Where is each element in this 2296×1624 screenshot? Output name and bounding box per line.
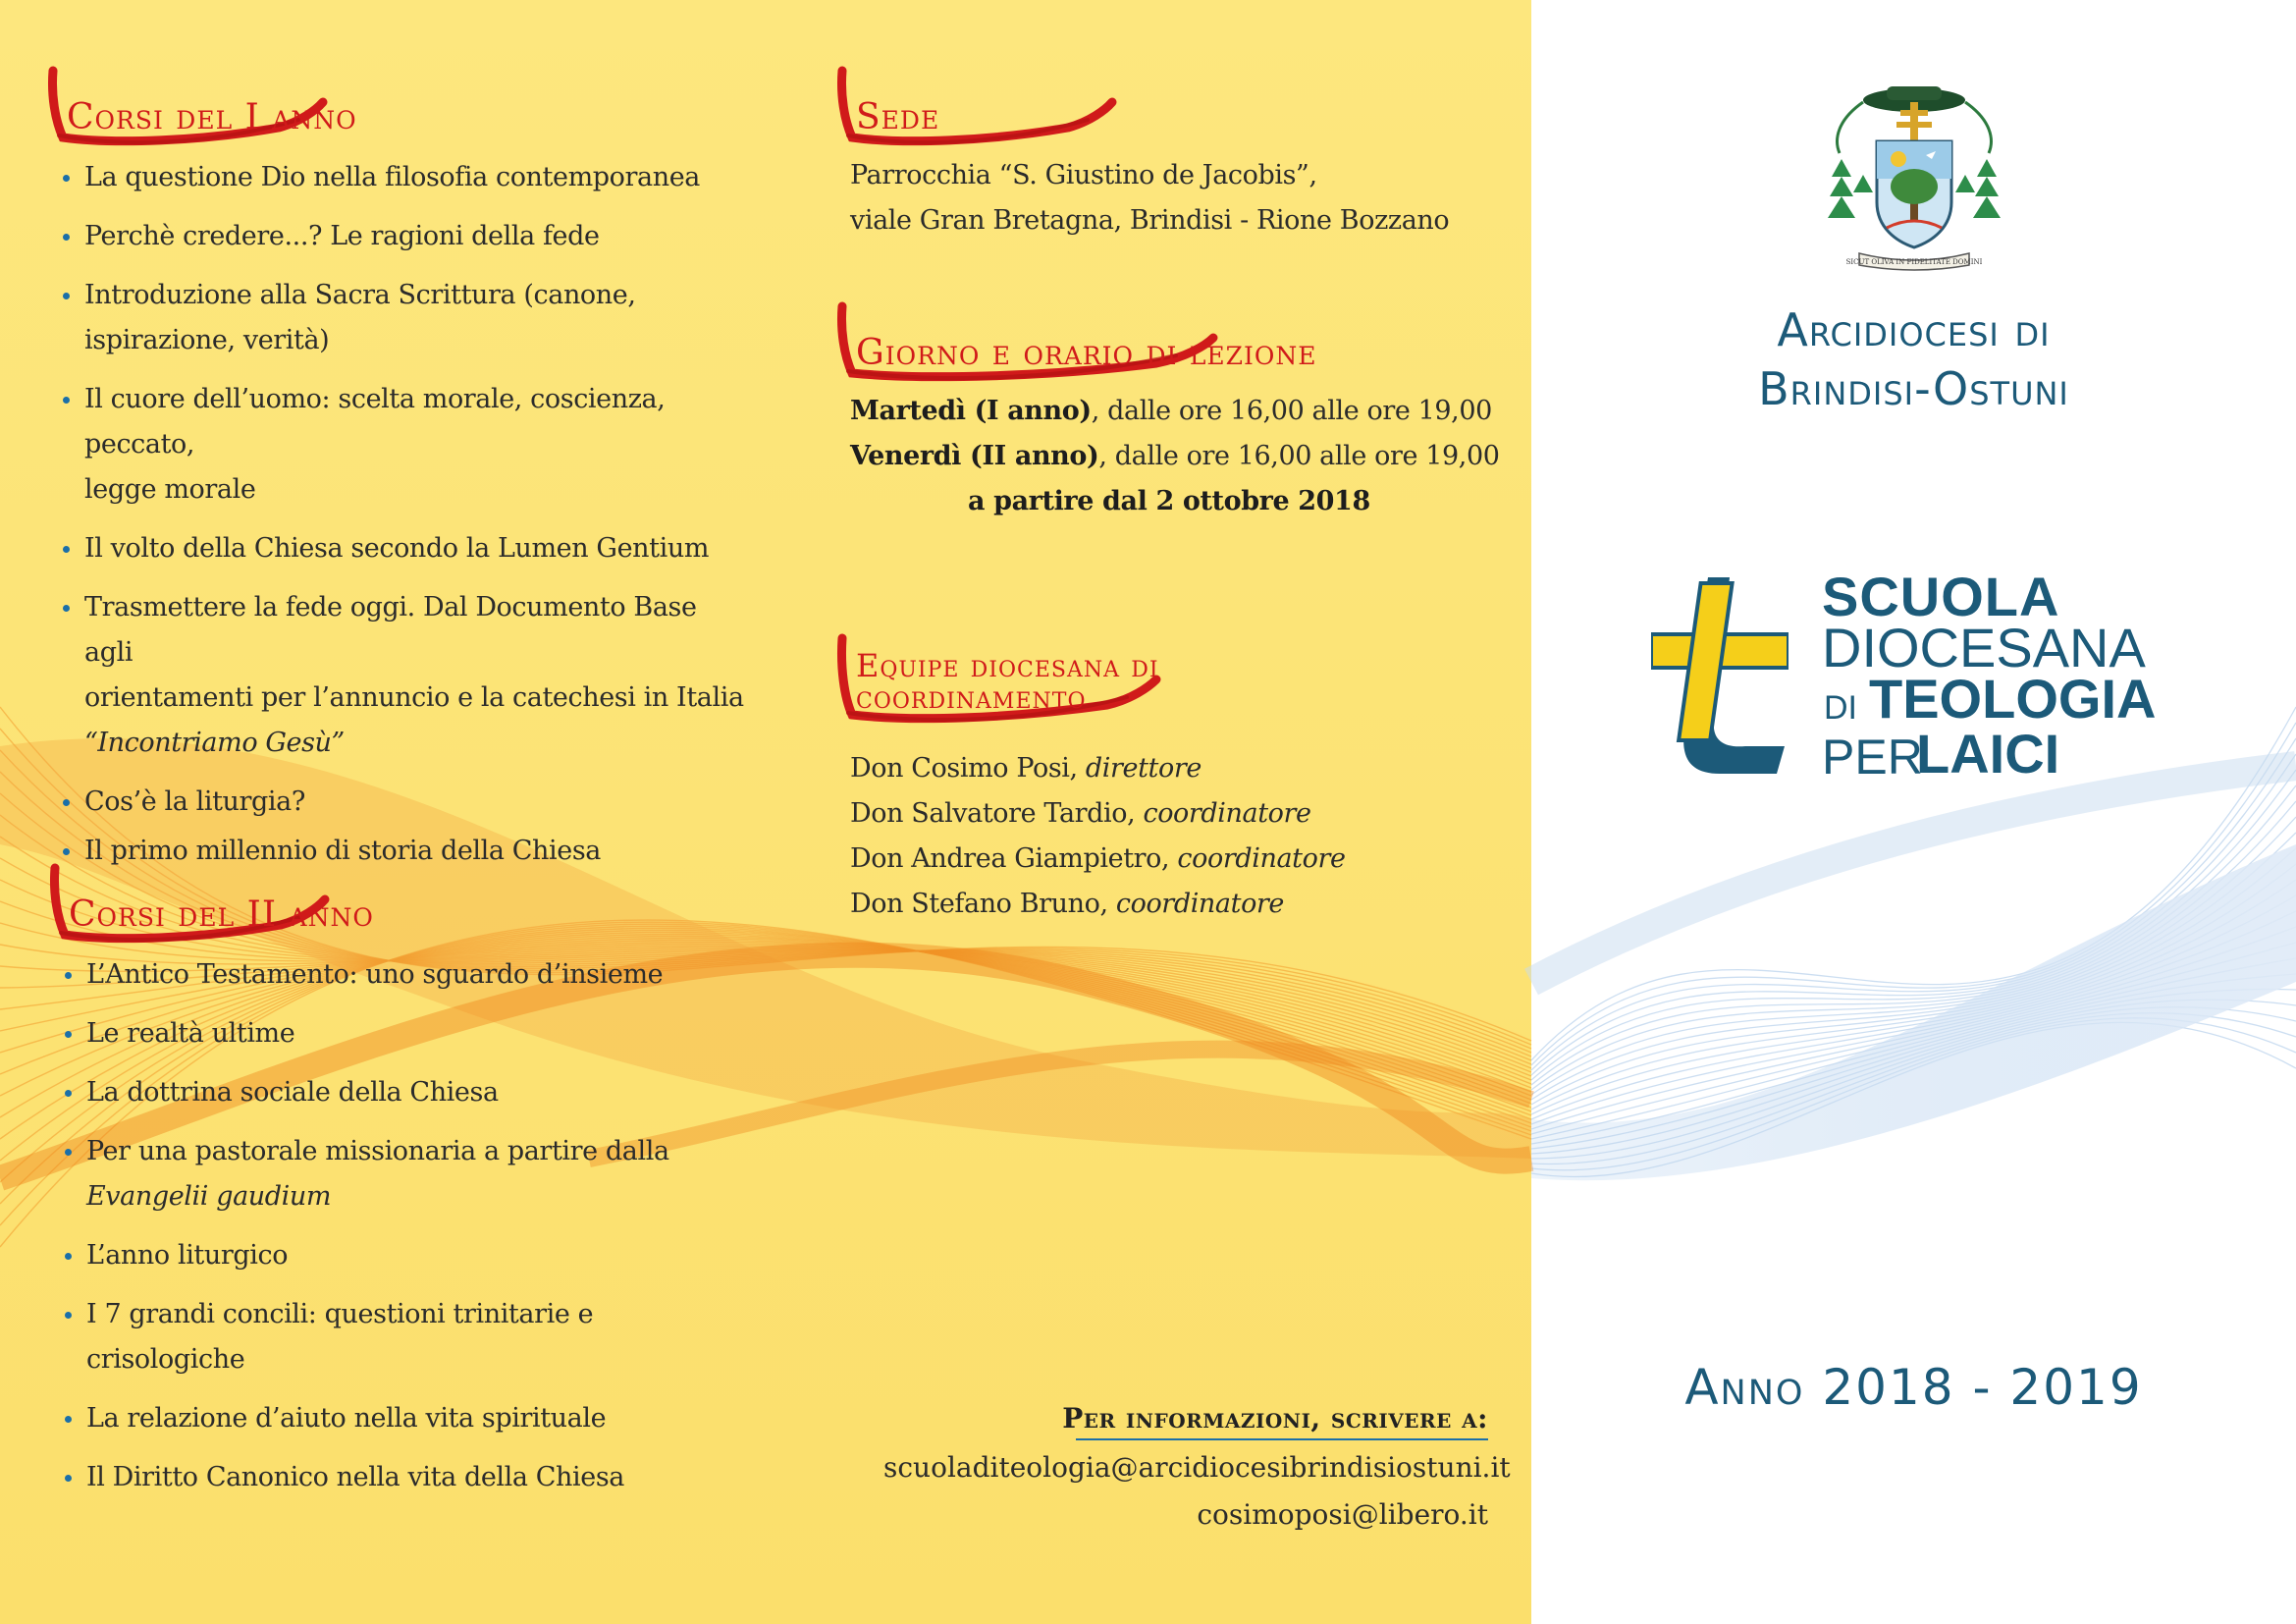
corsi-i-section [61, 71, 748, 888]
course-text: Il cuore dell’uomo: scelta morale, coscienza, peccato, [84, 384, 666, 460]
email-link[interactable]: cosimoposi@libero.it [1197, 1498, 1488, 1531]
equipe-heading [850, 638, 1498, 719]
list-item [61, 526, 748, 571]
bullet-icon [65, 972, 72, 979]
list-item [63, 1070, 750, 1115]
member-name: Don Salvatore Tardio, [850, 798, 1144, 829]
corsi-ii-list [63, 952, 750, 1500]
member-name: Don Stefano Bruno, [850, 889, 1116, 919]
sede-heading [850, 71, 1478, 141]
list-item [61, 273, 748, 363]
course-text: Introduzione alla Sacra Scrittura (canone, [84, 280, 636, 310]
bullet-icon [65, 1090, 72, 1097]
bullet-icon [63, 397, 70, 404]
course-text: Il primo millennio di storia della Chiesa [84, 836, 601, 866]
corsi-ii-title: Corsi del II anno [69, 894, 374, 935]
bullet-icon [63, 175, 70, 182]
course-text: L’anno liturgico [86, 1240, 289, 1271]
cross-t-logo-icon [1651, 573, 1789, 776]
course-text: La relazione d’aiuto nella vita spirituale [86, 1403, 607, 1434]
orario-line-1 [850, 389, 1498, 434]
orario-heading [850, 306, 1498, 377]
bullet-icon [65, 1416, 72, 1423]
corsi-ii-heading [63, 868, 750, 939]
list-item [61, 155, 748, 200]
course-text: “Incontriamo Gesù” [84, 728, 345, 758]
orario-start: a partire dal 2 ottobre 2018 [968, 486, 1370, 516]
cover-panel [1531, 0, 2296, 1624]
orario-title: Giorno e orario di lezione [856, 333, 1317, 373]
course-text: Il volto della Chiesa secondo la Lumen Gentium [84, 533, 710, 564]
corsi-ii-section [63, 868, 750, 1514]
arcidiocesi-line: Brindisi-Ostuni [1758, 362, 2069, 415]
sede-section [850, 71, 1478, 244]
orario-section [850, 306, 1498, 524]
list-item [61, 585, 748, 766]
course-text: Il Diritto Canonico nella vita della Chiesa [86, 1462, 624, 1492]
corsi-i-title: Corsi del I anno [67, 97, 357, 137]
anno-accademico: Anno 2018 - 2019 [1684, 1359, 2143, 1416]
list-item [61, 780, 748, 825]
bullet-icon [63, 293, 70, 299]
bullet-icon [65, 1031, 72, 1038]
member-role: coordinatore [1115, 889, 1285, 919]
arcidiocesi-title [1531, 300, 2296, 418]
orario-day: Martedì (I anno) [850, 396, 1092, 426]
course-text: Perchè credere...? Le ragioni della fede [84, 221, 600, 251]
list-item [63, 1292, 750, 1382]
corsi-i-list [61, 155, 748, 874]
list-item [63, 952, 750, 998]
equipe-member [850, 791, 1498, 837]
sede-address [850, 153, 1478, 244]
course-text: I 7 grandi concili: questioni trinitarie e crisologiche [86, 1299, 594, 1375]
contatti-label: Per informazioni, scrivere a: [1062, 1402, 1488, 1435]
logo-word-laici: LAICI [1916, 723, 2060, 785]
course-text: Cos’è la liturgia? [84, 786, 305, 817]
list-item [63, 1455, 750, 1500]
course-text: Trasmettere la fede oggi. Dal Documento Base agli [84, 592, 697, 668]
orario-day: Venerdì (II anno) [850, 441, 1099, 471]
email-link[interactable]: scuoladiteologia@arcidiocesibrindisiostuni.it [883, 1451, 1511, 1484]
bullet-icon [63, 234, 70, 241]
orario-time: , dalle ore 16,00 alle ore 19,00 [1091, 396, 1492, 426]
list-item [63, 1396, 750, 1441]
orario-time: , dalle ore 16,00 alle ore 19,00 [1098, 441, 1500, 471]
list-item [63, 1233, 750, 1278]
sede-line: Parrocchia “S. Giustino de Jacobis”, [850, 160, 1317, 190]
emblem-motto: SICUT OLIVA IN FIDELITATE DOMINI [1845, 258, 1983, 266]
corsi-i-heading [61, 71, 748, 141]
member-role: direttore [1085, 753, 1201, 784]
equipe-member [850, 882, 1498, 927]
bullet-icon [65, 1149, 72, 1156]
logo-word-scuola: SCUOLA [1822, 566, 2060, 627]
course-text: Evangelii gaudium [86, 1181, 332, 1212]
bullet-icon [65, 1253, 72, 1260]
orario-line-2 [850, 434, 1498, 479]
sede-title: Sede [856, 97, 940, 137]
equipe-title-line: Equipe diocesana di [856, 647, 1159, 684]
equipe-title [850, 647, 1159, 719]
course-text: ispirazione, verità) [84, 325, 330, 355]
contatti-label-wrap [883, 1402, 1488, 1440]
coat-of-arms-icon [1828, 81, 2001, 273]
course-text: legge morale [84, 474, 256, 505]
bullet-icon [63, 546, 70, 553]
member-role: coordinatore [1177, 843, 1346, 874]
arcidiocesi-line: Arcidiocesi di [1777, 303, 2051, 356]
list-item [61, 214, 748, 259]
equipe-title-line: coordinamento [856, 678, 1087, 716]
member-name: Don Andrea Giampietro, [850, 843, 1178, 874]
equipe-section [850, 638, 1498, 927]
equipe-member [850, 837, 1498, 882]
course-text: La dottrina sociale della Chiesa [86, 1077, 499, 1108]
course-text: Le realtà ultime [86, 1018, 295, 1049]
bullet-icon [65, 1475, 72, 1482]
sede-line: viale Gran Bretagna, Brindisi - Rione Bozzano [850, 205, 1450, 236]
logo-word-di: DI [1824, 689, 1857, 727]
list-item [61, 377, 748, 513]
course-text: L’Antico Testamento: uno sguardo d’insieme [86, 959, 664, 990]
orario-details [850, 389, 1498, 524]
logo-word-per: PER [1822, 730, 1923, 785]
list-item [63, 1011, 750, 1056]
equipe-member [850, 746, 1498, 791]
bullet-icon [63, 799, 70, 806]
logo-word-diocesana: DIOCESANA [1822, 617, 2146, 678]
course-text: La questione Dio nella filosofia contemporanea [84, 162, 700, 192]
list-item [63, 1129, 750, 1219]
course-text: Per una pastorale missionaria a partire dalla [86, 1136, 669, 1166]
course-text: orientamenti per l’annuncio e la catechesi in Italia [84, 682, 744, 713]
member-name: Don Cosimo Posi, [850, 753, 1086, 784]
logo-word-teologia: TEOLOGIA [1869, 668, 2157, 730]
bullet-icon [63, 605, 70, 612]
contatti-section [883, 1402, 1511, 1539]
contatti-underline [1076, 1438, 1488, 1440]
member-role: coordinatore [1143, 798, 1311, 829]
equipe-members [850, 746, 1498, 927]
bullet-icon [65, 1312, 72, 1319]
